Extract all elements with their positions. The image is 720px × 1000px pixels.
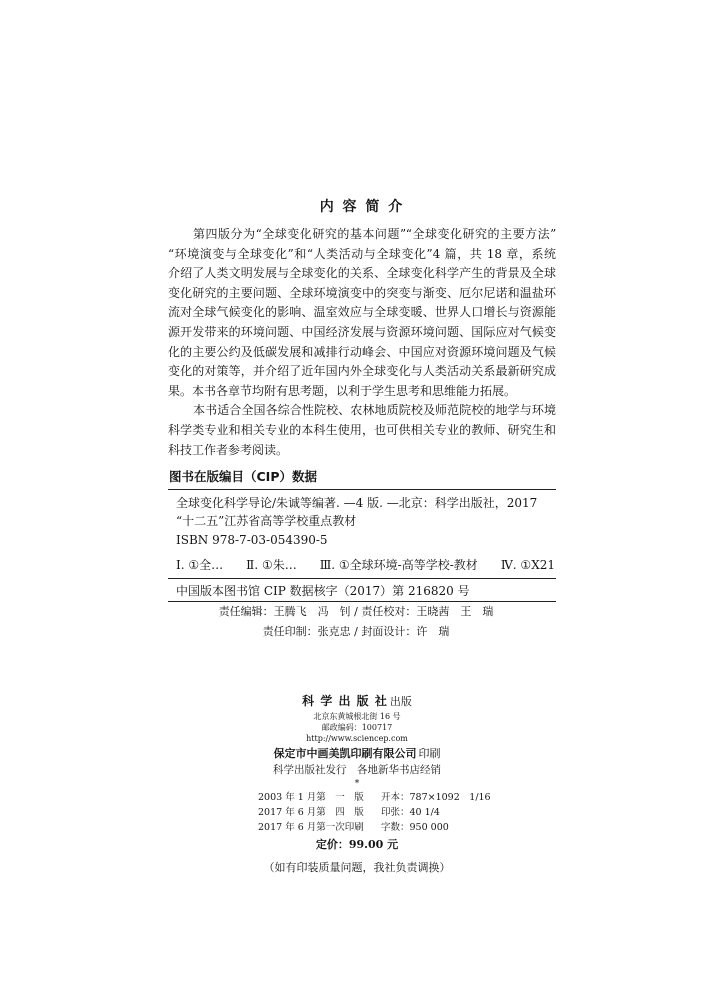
printer-name: 保定市中画美凯印刷有限公司 <box>273 747 417 760</box>
cip-series-line: “十二五”江苏省高等学校重点教材 <box>176 514 357 528</box>
edition-row <box>258 820 498 835</box>
edition-spec: 字数：950 000 <box>381 822 449 833</box>
publisher-address: 北京东黄城根北街 16 号 <box>313 712 401 721</box>
cip-record: 中国版本图书馆 CIP 数据核字（2017）第 216820 号 <box>176 584 470 598</box>
cip-class-item: Ⅳ. ①X21 <box>500 558 555 572</box>
cip-rule-bottom <box>168 601 556 602</box>
publisher-role: 出版 <box>389 695 412 708</box>
publisher-name: 科 学 出 版 社 <box>302 694 388 708</box>
cip-classification <box>176 556 555 574</box>
cip-isbn-line: ISBN 978-7-03-054390-5 <box>176 533 328 547</box>
summary-line: 科学类专业和相关专业的本科生使用，也可供相关专业的教师、研究生和 <box>168 422 556 437</box>
credits-production: 责任印制：张克忠 / 封面设计：许 瑞 <box>262 625 450 638</box>
summary-paragraph <box>168 401 556 460</box>
publisher-website: http://www.sciencep.com <box>306 734 408 743</box>
summary-line: 变化研究的主要问题、全球环境演变中的突变与渐变、厄尔尼诺和温盐环 <box>168 285 556 300</box>
cip-class-item: Ⅲ. ①全球环境-高等学校-教材 <box>319 558 478 572</box>
summary-line: 果。本书各章节均附有思考题，以利于学生思考和思维能力拓展。 <box>168 383 517 398</box>
summary-line: 第四版分为“全球变化研究的基本问题”“全球变化研究的主要方法” <box>193 227 556 241</box>
quality-notice: （如有印装质量问题，我社负责调换） <box>263 861 451 874</box>
summary-body <box>168 225 556 460</box>
distribution-line: 科学出版社发行 各地新华书店经销 <box>273 764 441 776</box>
summary-line: 本书适合全国各综合性院校、农林地质院校及师范院校的地学与环境 <box>193 403 556 418</box>
edition-table <box>258 790 498 835</box>
edition-date: 2003 年 1 月第 一 版 <box>258 792 364 803</box>
cip-rule-middle <box>168 578 556 579</box>
credits-editors: 责任编辑：王腾飞 冯 钊 / 责任校对：王晓茜 王 瑞 <box>218 605 494 618</box>
edition-date: 2017 年 6 月第 四 版 <box>258 807 364 818</box>
summary-line: 化的主要公约及低碳发展和减排行动峰会、中国应对资源环境问题及气候 <box>168 344 556 359</box>
printer-line <box>157 744 557 762</box>
edition-row <box>258 790 498 805</box>
summary-line: 源开发带来的环境问题、中国经济发展与资源环境问题、国际应对气候变 <box>168 324 556 339</box>
summary-line: 变化的对策等，并介绍了近年国内外全球变化与人类活动关系最新研究成 <box>168 364 556 379</box>
cip-title-line: 全球变化科学导论/朱诚等编著. —4 版. —北京：科学出版社，2017 <box>176 496 538 510</box>
publisher-postcode: 邮政编码：100717 <box>321 723 393 732</box>
edition-row <box>258 805 498 820</box>
summary-line: 介绍了人类文明发展与全球变化的关系、全球变化科学产生的背景及全球 <box>168 266 556 281</box>
separator-star: * <box>354 779 360 789</box>
printer-role: 印刷 <box>418 747 441 760</box>
edition-date: 2017 年 6 月第一次印刷 <box>258 822 364 833</box>
price: 定价：99.00 元 <box>315 838 399 851</box>
edition-spec: 开本：787×1092 1/16 <box>381 792 491 803</box>
summary-line: “环境演变与全球变化”和“人类活动与全球变化”4 篇，共 18 章，系统 <box>168 246 556 261</box>
summary-paragraph <box>168 225 556 401</box>
publisher-line <box>157 692 557 710</box>
summary-line: 科技工作者参考阅读。 <box>168 442 289 457</box>
cip-class-item: Ⅱ. ①朱… <box>246 558 297 572</box>
cip-class-item: Ⅰ. ①全… <box>176 558 224 572</box>
cip-rule-top <box>168 489 556 490</box>
edition-spec: 印张：40 1/4 <box>381 807 440 818</box>
cip-heading: 图书在版编目（CIP）数据 <box>169 469 317 484</box>
summary-line: 流对全球气候变化的影响、温室效应与全球变暖、世界人口增长与资源能 <box>168 305 556 320</box>
summary-title: 内 容 简 介 <box>319 199 405 215</box>
